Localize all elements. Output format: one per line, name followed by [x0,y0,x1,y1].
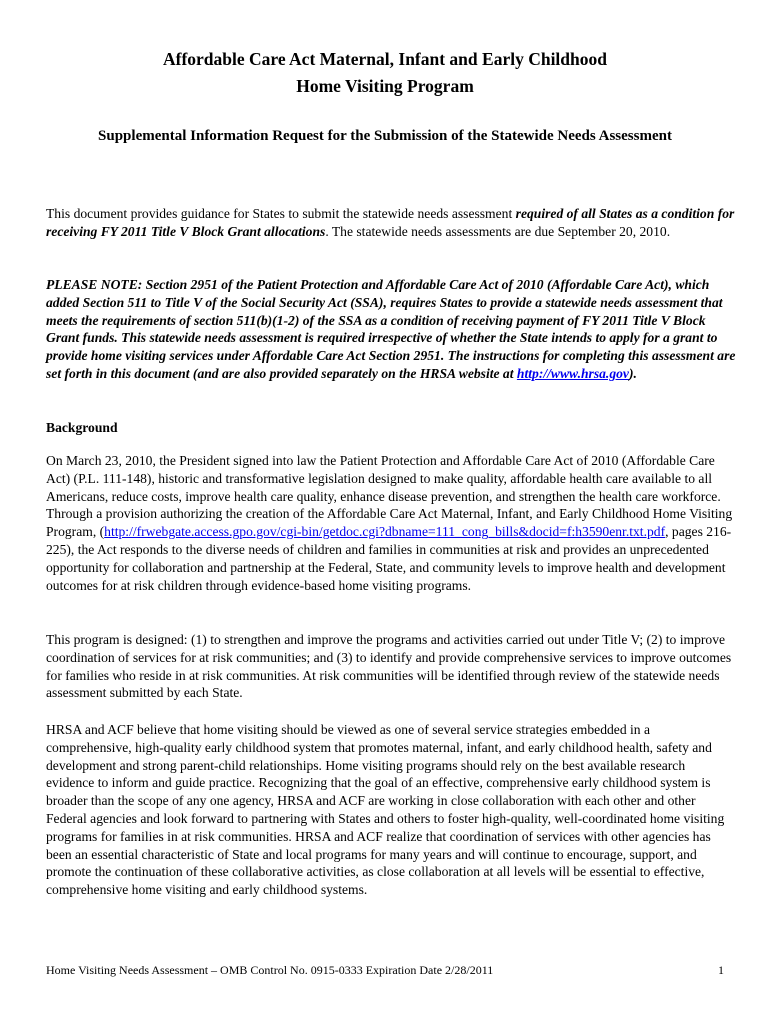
please-note-paragraph [46,276,736,383]
please-note-text: PLEASE NOTE: Section 2951 of the Patient Protection and Affordable Care Act of 2010 (Affordable Care Act), which added Section 511 to Title V of the Social Security Act (SSA), requires States to provide a statewide needs assessment that meets the requirements of section 511(b)(1-2) of the SSA as a condition of receiving payment of FY 2011 Title V Block Grant funds. This statewide needs assessment is required irrespective of whether the State intends to apply for a grant to provide home visiting services under Affordable Care Act Section 2951. The instructions for completing this assessment are set forth in this document (and are also provided separately on the HRSA website at [46,277,736,381]
background-p1-text-b: , pages 216-225), the Act responds to the diverse needs of children and families in communities at risk and provides an unprecedented opportunity for collaboration and partnership at the Federal, State, and community levels to improve health and development outcomes for at risk children through evidence-based home visiting programs. [46,524,732,593]
document-subtitle: Supplemental Information Request for the Submission of the Statewide Needs Assessment [98,128,672,144]
page-number: 1 [718,963,724,977]
background-heading: Background [46,420,118,435]
intro-text-a: This document provides guidance for States to submit the statewide needs assessment [46,206,516,221]
background-p1-text-a: On March 23, 2010, the President signed into law the Patient Protection and Affordable Care Act of 2010 (Affordable Care Act) (P.L. 111-148), historic and transformative legislation designed to make quality, affordable health care available to all Americans, reduce costs, improve health care quality, enhance disease prevention, and strengthen the health care workforce. Through a provision authorizing the creation of the Affordable Care Act Maternal, Infant, and Early Childhood Home Visiting Program, ( [46,453,733,540]
background-paragraph-1 [46,452,736,594]
please-note-end: ). [628,365,637,381]
intro-emphasis: required of all States as a condition for receiving FY 2011 Title V Block Grant allocations [46,206,735,239]
document-title-line-1: Affordable Care Act Maternal, Infant and Early Childhood [163,49,607,69]
document-title-line-2: Home Visiting Program [296,76,474,96]
intro-text-b: . The statewide needs assessments are due September 20, 2010. [325,223,671,239]
hrsa-website-link[interactable]: http://www.hrsa.gov [516,365,629,381]
background-paragraph-3 [46,721,736,899]
background-paragraph-2 [46,631,736,702]
gpo-bill-link[interactable]: http://frwebgate.access.gpo.gov/cgi-bin/getdoc.cgi?dbname=111_cong_bills&docid=f:h3590enr.txt.pdf [104,524,666,540]
page-footer: Home Visiting Needs Assessment – OMB Control No. 0915-0333 Expiration Date 2/28/2011 [46,963,494,977]
intro-paragraph [46,205,736,241]
background-p3-text: HRSA and ACF believe that home visiting should be viewed as one of several service strategies embedded in a comprehensive, high-quality early childhood system that promotes maternal, infant, and early childhood health, safety and development and strong parent-child relationships. Home visiting programs should rely on the best available research evidence to inform and guide practice. Recognizing that the goal of an effective, comprehensive early childhood system is broader than the scope of any one agency, HRSA and ACF are working in close collaboration with each other and other Federal agencies and look forward to partnering with States and others to foster high-quality, well-coordinated home visiting programs for families in at risk communities. HRSA and ACF realize that coordination of services with other agencies has been an essential characteristic of State and local programs for many years and will continue to encourage, support, and promote the continuation of these collaborative activities, as close collaboration at all levels will be essential to effective, comprehensive home visiting and early childhood systems. [46,722,725,898]
background-p2-text: This program is designed: (1) to strengthen and improve the programs and activities carried out under Title V; (2) to improve coordination of services for at risk communities; and (3) to identify and provide comprehensive services to improve outcomes for families who reside in at risk communities. At risk communities will be identified through review of the statewide needs assessment submitted by each State. [46,632,732,701]
